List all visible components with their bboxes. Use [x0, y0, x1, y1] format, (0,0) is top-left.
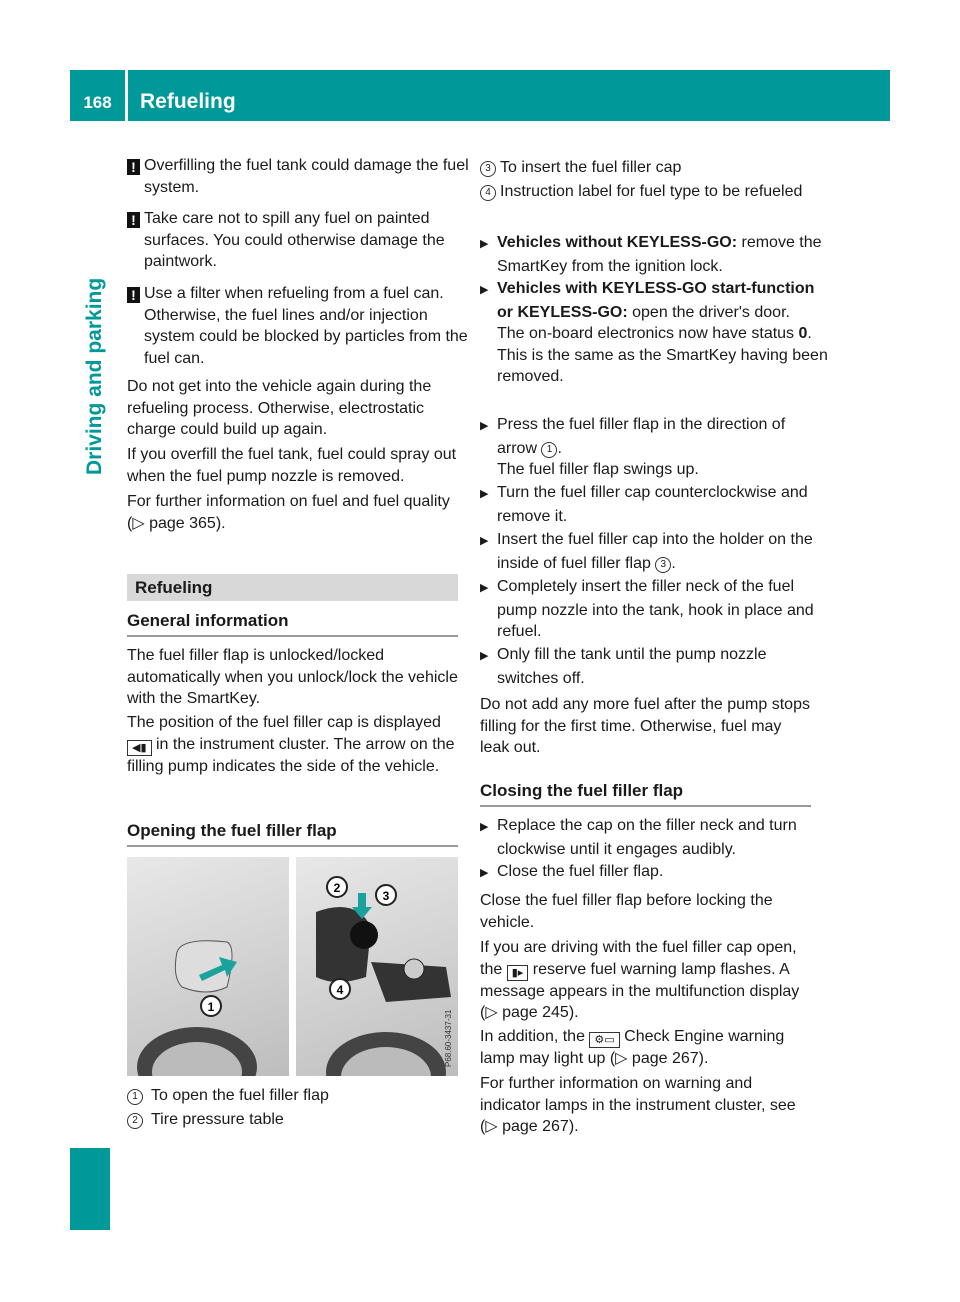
- step-text: Insert the fuel filler cap into the holder on the inside of fuel filler flap: [497, 531, 813, 572]
- page-number: 168: [83, 93, 112, 112]
- section-heading: Refueling: [127, 574, 458, 601]
- callout-1: 1: [207, 1000, 215, 1014]
- paragraph: [480, 1026, 812, 1070]
- step-text: open the driver's door.: [627, 303, 790, 321]
- paragraph: If you overfill the fuel tank, fuel could spray out when the fuel pump nozzle is removed.: [127, 446, 457, 485]
- warning-note: [127, 283, 476, 369]
- text: The position of the fuel filler cap is displayed: [127, 714, 441, 731]
- step: [480, 815, 829, 860]
- step: [480, 232, 829, 277]
- step-note: The fuel filler flap swings up.: [497, 461, 699, 478]
- step: [480, 576, 829, 643]
- step-arrow-icon: ▶: [480, 420, 489, 432]
- page-title: Refueling: [140, 90, 236, 113]
- fuel-pump-icon: ◀▮: [127, 740, 152, 756]
- text: If you are driving with the fuel filler cap open, the: [480, 939, 797, 978]
- step-arrow-icon: ▶: [480, 284, 489, 296]
- step: [480, 278, 829, 388]
- warning-icon: !: [127, 212, 140, 228]
- step-arrow-icon: ▶: [480, 535, 489, 547]
- step-note: . This is the same as the SmartKey having been removed.: [497, 325, 828, 385]
- callout-number: 4: [480, 185, 496, 201]
- legend-text: Instruction label for fuel type to be refueled: [500, 183, 803, 200]
- warning-text: Overfilling the fuel tank could damage the fuel system.: [144, 157, 469, 196]
- step-text: Turn the fuel filler cap counterclockwise and remove it.: [497, 484, 808, 525]
- step-text: remove the SmartKey from the ignition lock.: [497, 234, 822, 275]
- legend-item: [127, 1109, 459, 1131]
- step: [480, 644, 829, 689]
- text: Check Engine warning lamp may light up (▷ page 267).: [480, 1028, 785, 1067]
- paragraph: The fuel filler flap is unlocked/locked automatically when you unlock/lock the vehicle with the SmartKey.: [127, 647, 458, 707]
- callout-number: 2: [127, 1113, 143, 1129]
- paragraph-page-ref[interactable]: For further information on fuel and fuel quality (▷ page 365).: [127, 493, 450, 532]
- fuel-flap-closed-image: [127, 857, 289, 1076]
- reserve-fuel-lamp-icon: ▮▸: [507, 965, 529, 981]
- text: in the instrument cluster. The arrow on the filling pump indicates the side of the vehicle.: [127, 735, 455, 775]
- callout-3: 3: [382, 889, 390, 903]
- legend-text: Tire pressure table: [151, 1111, 284, 1128]
- warning-note: [127, 155, 476, 198]
- step-text: Completely insert the filler neck of the fuel pump nozzle into the tank, hook in place and refuel.: [497, 578, 814, 640]
- car-illustration: [127, 857, 289, 1076]
- callout-2: 2: [333, 881, 341, 895]
- status-value: 0: [798, 325, 808, 342]
- step: [480, 861, 829, 885]
- header-divider: [125, 70, 128, 121]
- step-text: Replace the cap on the filler neck and turn clockwise until it engages audibly.: [497, 817, 797, 858]
- step-arrow-icon: ▶: [480, 867, 489, 879]
- step-text: Press the fuel filler flap in the direction of arrow: [497, 416, 786, 457]
- paragraph: [480, 937, 812, 1024]
- subheading-opening: Opening the fuel filler flap: [127, 820, 458, 847]
- page-header: [70, 70, 890, 121]
- step: ▶ Insert the fuel filler cap into the holder on the inside of fuel filler flap 3 .: [480, 531, 813, 572]
- fuel-flap-open-image: [296, 857, 458, 1076]
- warning-icon: !: [127, 287, 140, 303]
- step-arrow-icon: ▶: [480, 650, 489, 662]
- check-engine-icon: ⚙▭: [589, 1032, 619, 1048]
- legend-text: To open the fuel filler flap: [151, 1087, 329, 1104]
- callout-number: 1: [127, 1089, 143, 1105]
- warning-text: Use a filter when refueling from a fuel can. Otherwise, the fuel lines and/or injection system could be blocked by particles from the fuel can.: [144, 285, 468, 367]
- callout-4: 4: [336, 983, 344, 997]
- car-illustration: [296, 857, 458, 1076]
- step-text: Close the fuel filler flap.: [497, 863, 664, 880]
- subheading-general: General information: [127, 610, 458, 637]
- chapter-tab-marker: [70, 1148, 110, 1230]
- legend-item: [127, 1085, 459, 1107]
- step-note: The on-board electronics now have status: [497, 325, 799, 342]
- paragraph: Close the fuel filler flap before locking the vehicle.: [480, 892, 773, 931]
- paragraph: Do not add any more fuel after the pump stops filling for the first time. Otherwise, fuel may leak out.: [480, 696, 810, 756]
- subheading-closing: Closing the fuel filler flap: [480, 780, 811, 807]
- paragraph: [127, 712, 459, 777]
- warning-text: Take care not to spill any fuel on painted surfaces. You could otherwise damage the paintwork.: [144, 210, 445, 270]
- step-arrow-icon: ▶: [480, 238, 489, 250]
- step-arrow-icon: ▶: [480, 582, 489, 594]
- paragraph: Do not get into the vehicle again during the refueling process. Otherwise, electrostatic charge could build up again.: [127, 378, 432, 438]
- step-arrow-icon: ▶: [480, 488, 489, 500]
- legend-text: To insert the fuel filler cap: [500, 159, 682, 176]
- text: In addition, the: [480, 1028, 585, 1045]
- callout-number: 3: [480, 161, 496, 177]
- step-arrow-icon: ▶: [480, 821, 489, 833]
- step: ▶ Press the fuel filler flap in the direction of arrow 1 . The fuel filler flap swings up.: [480, 416, 786, 478]
- callout-number: 1: [541, 442, 557, 458]
- step-condition: Vehicles without KEYLESS-GO:: [497, 234, 738, 251]
- paragraph: For further information on warning and indicator lamps in the instrument cluster, see (▷ page 267).: [480, 1075, 796, 1135]
- text: reserve fuel warning lamp flashes. A message appears in the multifunction display (▷ page 245).: [480, 960, 800, 1021]
- legend-item: [480, 181, 829, 203]
- image-code: P68.60-3437-31: [444, 1009, 453, 1067]
- chapter-tab-label: Driving and parking: [83, 277, 106, 475]
- step: [480, 482, 829, 527]
- callout-number: 3: [655, 557, 671, 573]
- warning-icon: !: [127, 159, 140, 175]
- legend-item: [480, 157, 829, 179]
- warning-note: [127, 208, 476, 273]
- step-condition: Vehicles with KEYLESS-GO start-function or KEYLESS-GO:: [497, 280, 815, 321]
- step-text: Only fill the tank until the pump nozzle switches off.: [497, 646, 767, 687]
